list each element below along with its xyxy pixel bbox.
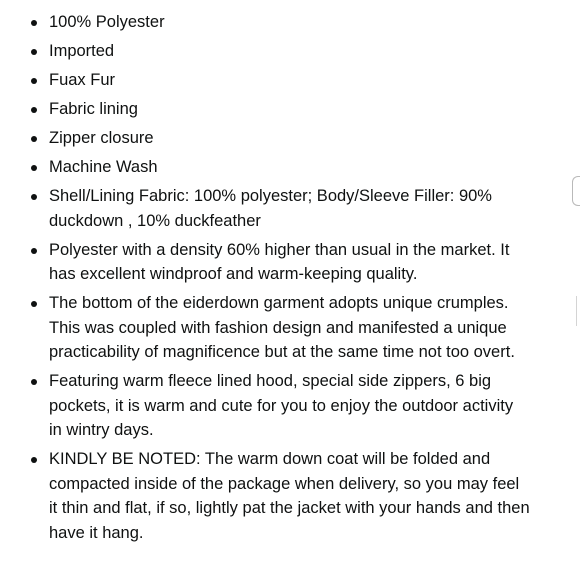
bullet-text: Machine Wash (49, 158, 158, 176)
bullet-icon (31, 20, 37, 26)
cropped-side-panel-edge (576, 296, 580, 326)
feature-bullet-list (0, 10, 560, 550)
bullet-icon (31, 194, 37, 200)
list-item (0, 10, 560, 35)
bullet-icon (31, 136, 37, 142)
list-item (0, 447, 560, 545)
bullet-text: Featuring warm fleece lined hood, special side zippers, 6 big pockets, it is warm and cute for you to enjoy the outdoor activity in wintry days. (49, 372, 514, 439)
bullet-text: Zipper closure (49, 129, 154, 147)
list-item (0, 238, 560, 287)
bullet-icon (31, 248, 37, 254)
list-item (0, 126, 560, 151)
bullet-icon (31, 78, 37, 84)
bullet-text: Imported (49, 42, 115, 60)
bullet-text: Polyester with a density 60% higher than usual in the market. It has excellent windproof and warm-keeping quality. (49, 240, 510, 283)
list-item (0, 291, 560, 365)
bullet-text: Fuax Fur (49, 71, 116, 89)
bullet-icon (31, 301, 37, 307)
cropped-side-panel-edge (572, 176, 580, 206)
list-item (0, 97, 560, 122)
bullet-text: 100% Polyester (49, 13, 165, 31)
bullet-icon (31, 379, 37, 385)
bullet-text: Fabric lining (49, 100, 138, 118)
bullet-text: Shell/Lining Fabric: 100% polyester; Body/Sleeve Filler: 90% duckdown , 10% duckfeather (49, 187, 492, 230)
list-item (0, 155, 560, 180)
list-item (0, 39, 560, 64)
bullet-icon (31, 165, 37, 171)
list-item (0, 369, 560, 443)
bullet-icon (31, 457, 37, 463)
list-item (0, 184, 560, 233)
bullet-text: KINDLY BE NOTED: The warm down coat will be folded and compacted inside of the package when delivery, so you may feel it thin and flat, if so, lightly pat the jacket with your hands and then have it hang. (49, 450, 530, 542)
bullet-icon (31, 107, 37, 113)
list-item (0, 68, 560, 93)
bullet-icon (31, 49, 37, 55)
bullet-text: The bottom of the eiderdown garment adopts unique crumples. This was coupled with fashion design and manifested a unique practicability of magnificence but at the same time not too overt. (49, 294, 515, 361)
